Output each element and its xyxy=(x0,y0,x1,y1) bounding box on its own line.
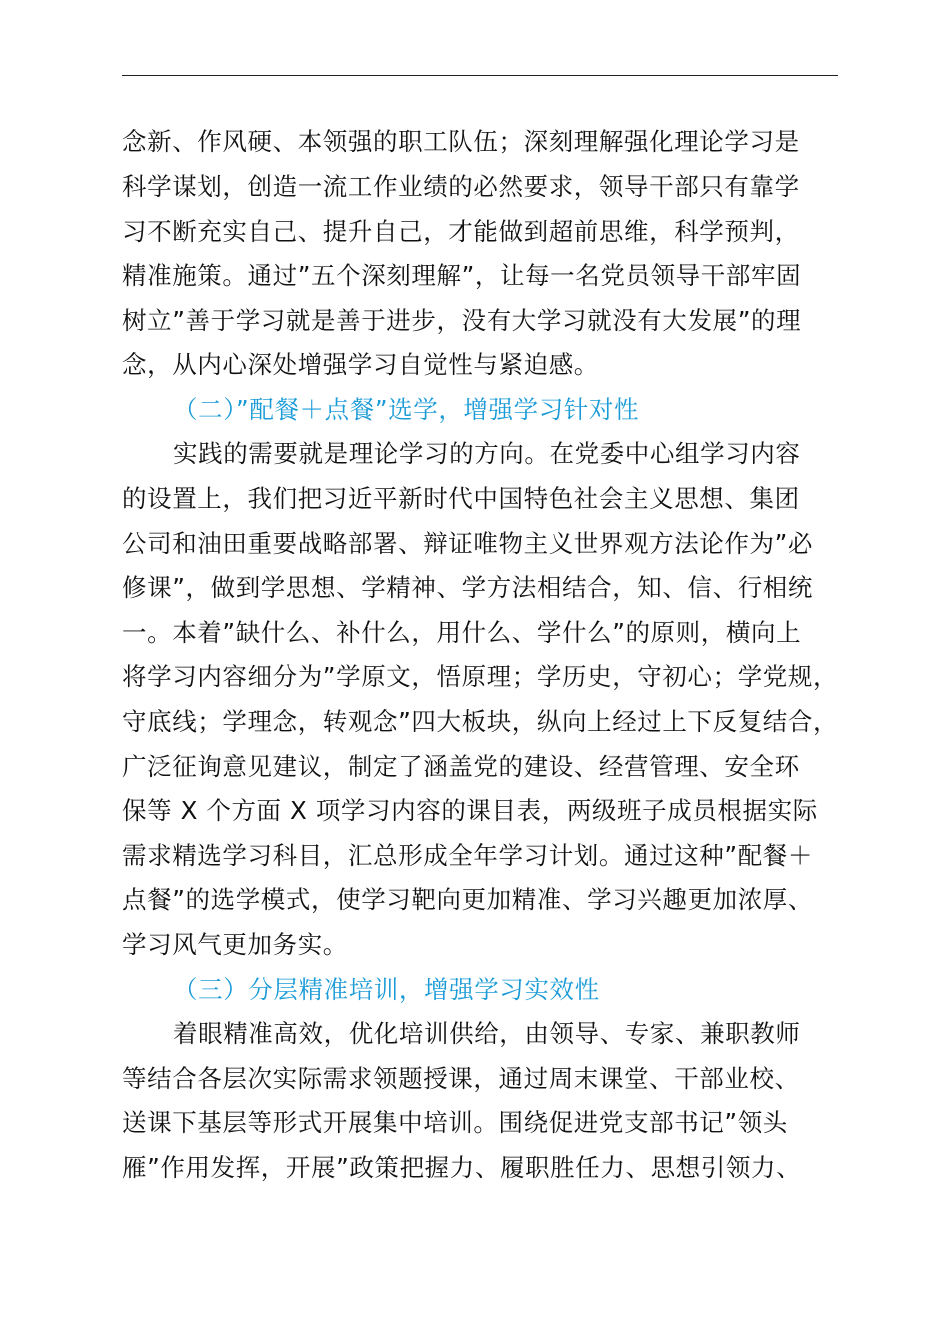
para1-line: 习不断充实自己、提升自己，才能做到超前思维，科学预判， xyxy=(122,217,800,246)
para2-line: 公司和油田重要战略部署、辩证唯物主义世界观方法论作为”必 xyxy=(122,529,813,558)
para2-line: 保等 X 个方面 X 项学习内容的课目表，两级班子成员根据实际 xyxy=(122,796,818,825)
para2-line: 的设置上，我们把习近平新时代中国特色社会主义思想、集团 xyxy=(122,484,800,513)
para1-line: 念新、作风硬、本领强的职工队伍；深刻理解强化理论学习是 xyxy=(122,127,800,156)
para3-line: 着眼精准高效，优化培训供给，由领导、专家、兼职教师 xyxy=(173,1019,801,1048)
para1-line: 科学谋划，创造一流工作业绩的必然要求，领导干部只有靠学 xyxy=(122,172,800,201)
para2-line: 点餐”的选学模式，使学习靶向更加精准、学习兴趣更加浓厚、 xyxy=(122,885,813,914)
para2-line: 学习风气更加务实。 xyxy=(122,930,348,959)
para3-line: 等结合各层次实际需求领题授课，通过周末课堂、干部业校、 xyxy=(122,1064,800,1093)
section-heading-2: （二）”配餐＋点餐”选学，增强学习针对性 xyxy=(173,395,640,424)
para2-line: 一。本着”缺什么、补什么，用什么、学什么”的原则，横向上 xyxy=(122,618,802,647)
para3-line: 送课下基层等形式开展集中培训。围绕促进党支部书记”领头 xyxy=(122,1108,788,1137)
para2-line: 广泛征询意见建议，制定了涵盖党的建设、经营管理、安全环 xyxy=(122,752,800,781)
para3-line: 雁”作用发挥，开展”政策把握力、履职胜任力、思想引领力、 xyxy=(122,1153,802,1182)
para1-line: 精准施策。通过”五个深刻理解”，让每一名党员领导干部牢固 xyxy=(122,261,802,290)
para2-line: 需求精选学习科目，汇总形成全年学习计划。通过这种”配餐＋ xyxy=(122,841,813,870)
para2-line: 修课”，做到学思想、学精神、学方法相结合，知、信、行相统 xyxy=(122,573,813,602)
para2-line: 实践的需要就是理论学习的方向。在党委中心组学习内容 xyxy=(173,439,801,468)
para1-line: 念，从内心深处增强学习自觉性与紧迫感。 xyxy=(122,350,599,379)
para1-line: 树立”善于学习就是善于进步，没有大学习就没有大发展”的理 xyxy=(122,306,802,335)
para2-line: 将学习内容细分为”学原文，悟原理；学历史，守初心；学党规， xyxy=(122,662,839,691)
section-heading-3: （三）分层精准培训，增强学习实效性 xyxy=(173,975,600,1004)
para2-line: 守底线；学理念，转观念”四大板块，纵向上经过上下反复结合， xyxy=(122,707,839,736)
header-rule xyxy=(122,75,838,76)
